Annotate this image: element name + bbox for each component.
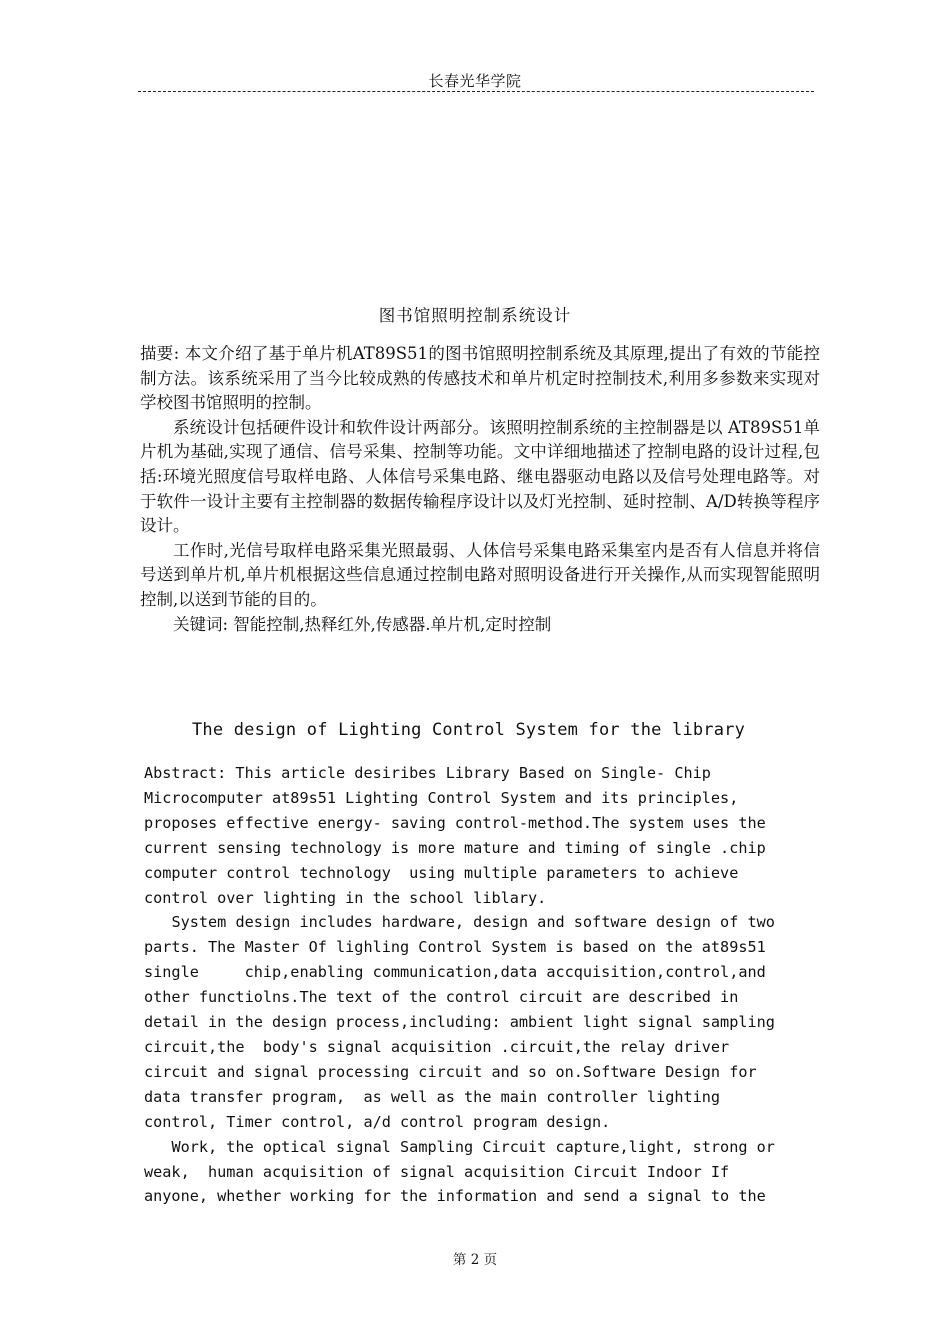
english-abstract-paragraph-3: Work, the optical signal Sampling Circuit capture,light, strong or weak, human acquisition of signal acquisition Circuit Indoor If anyone, whether working for the information and send a signal to the <box>144 1137 775 1206</box>
chinese-abstract-paragraph-3: 工作时,光信号取样电路采集光照最弱、人体信号采集电路采集室内是否有人信息并将信号送到单片机,单片机根据这些信息通过控制电路对照明设备进行开关操作,从而实现智能照明控制,以送到节能的目的。 <box>140 540 820 609</box>
header-institution: 长春光华学院 <box>428 72 522 90</box>
chinese-title: 图书馆照明控制系统设计 <box>378 306 572 325</box>
english-title: The design of Lighting Control System for the library <box>192 720 746 740</box>
chinese-abstract-paragraph-1: 描要: 本文介绍了基于单片机AT89S51的图书馆照明控制系统及其原理,提出了有效的节能控制方法。该系统采用了当今比较成熟的传感技术和单片机定时控制技术,利用多参数来实现对学校图书馆照明的控制。 <box>140 344 820 413</box>
english-abstract-paragraph-1: Abstract: This article desiribes Library Based on Single- Chip Microcomputer at89s51 Lighting Control System and its principles, proposes effective energy- saving control-method.The system uses the current sensing technology is more mature and timing of single .chip computer control technology using multiple parameters to achieve control over lighting in the school liblary. <box>144 764 766 907</box>
chinese-abstract <box>140 342 820 637</box>
page-number: 第 2 页 <box>452 1252 498 1268</box>
chinese-keywords: 关键词: 智能控制,热释红外,传感器.单片机,定时控制 <box>173 614 552 634</box>
header-divider <box>138 91 814 92</box>
chinese-abstract-paragraph-2: 系统设计包括硬件设计和软件设计两部分。该照明控制系统的主控制器是以 AT89S51单片机为基础,实现了通信、信号采集、控制等功能。文中详细地描述了控制电路的设计过程,包括:环境光照度信号取样电路、人体信号采集电路、继电器驱动电路以及信号处理电路等。对于软件一设计主要有主控制器的数据传输程序设计以及灯光控制、延时控制、A/D转换等程序设计。 <box>140 417 820 536</box>
english-abstract <box>144 761 814 1209</box>
english-abstract-paragraph-2: System design includes hardware, design and software design of two parts. The Master Of lighling Control System is based on the at89s51 single chip,enabling communication,data accquisition,control,and other functiolns.The text of the control circuit are described in detail in the design process,including: ambient light signal sampling circuit,the body's signal acquisition .circuit,the relay driver circuit and signal processing circuit and so on.Software Design for data transfer program, as well as the main controller lighting control, Timer control, a/d control program design. <box>144 913 775 1131</box>
